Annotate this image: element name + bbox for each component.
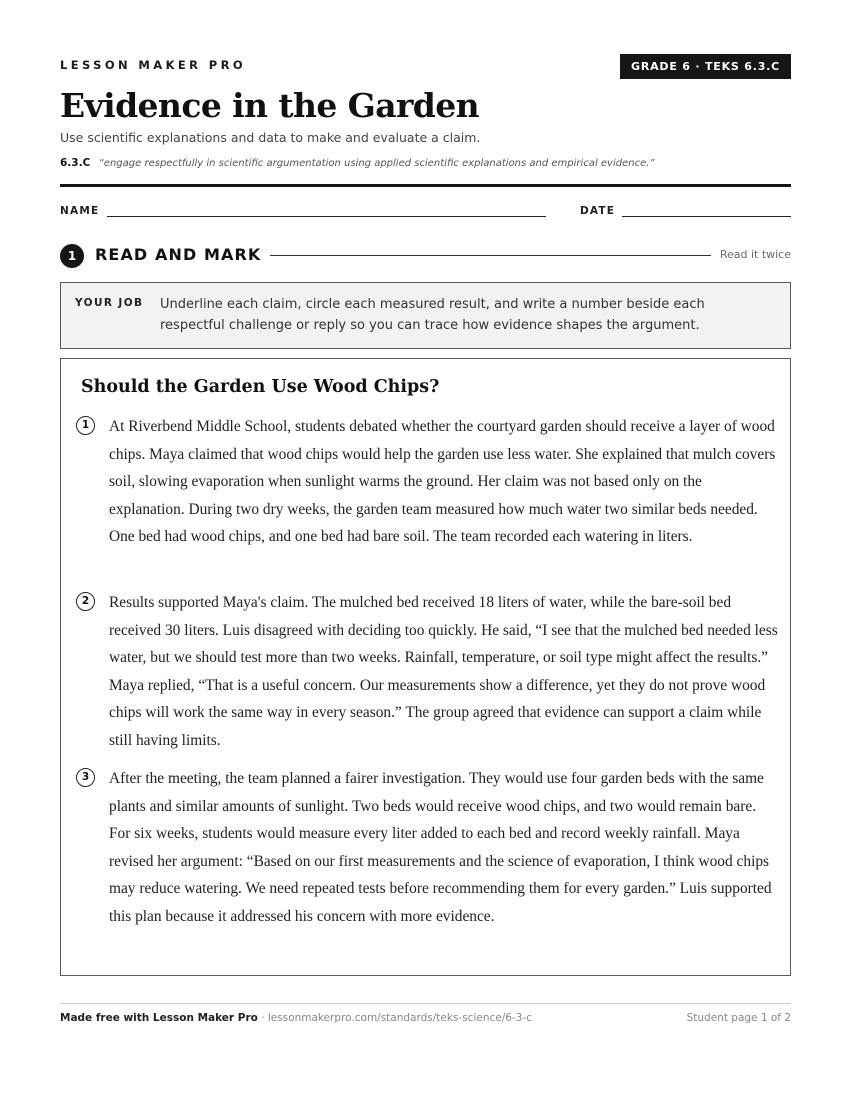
standard-code: 6.3.C [60, 157, 91, 169]
paragraph-2: Results supported Maya's claim. The mulched bed received 18 liters of water, while the bare-soil bed received 30 liters. Luis disagreed with deciding too quickly. He said, “I see that the mulched bed needed less water, but we should test more than two weeks. Rainfall, temperature, or soil type might affect the results.” Maya replied, “That is a useful concern. Our measurements show a difference, yet they do not prove wood chips will work the same way in every season.” The group agreed that evidence can support a claim while still having limits. [109, 594, 778, 749]
footer-credit [60, 1012, 532, 1024]
grade-badge: GRADE 6 · TEKS 6.3.C [620, 54, 791, 79]
footer-url[interactable]: lessonmakerpro.com/standards/teks-science/6-3-c [267, 1012, 532, 1024]
footer-separator: · [257, 1012, 268, 1024]
page-title: Evidence in the Garden [60, 86, 480, 125]
header-divider [60, 184, 791, 187]
paragraph-3: After the meeting, the team planned a fairer investigation. They would use four garden beds with the same plants and similar amounts of sunlight. Two beds would receive wood chips, and two would remain bare. For six weeks, students would measure every liter added to each bed and record weekly rainfall. Maya revised her argument: “Based on our first measurements and the science of evaporation, I think wood chips may reduce watering. We need repeated tests before recommending them for every garden.” Luis supported this plan because it addressed his concern with more evidence. [109, 770, 772, 925]
section-note: Read it twice [719, 248, 791, 261]
standard-line [60, 157, 655, 169]
section-divider [270, 255, 711, 256]
worksheet-page [60, 0, 791, 1100]
page-subtitle: Use scientific explanations and data to make and evaluate a claim. [60, 130, 481, 145]
footer-made-by: Made free with Lesson Maker Pro [60, 1012, 258, 1024]
paragraph-1: At Riverbend Middle School, students debated whether the courtyard garden should receive a layer of wood chips. Maya claimed that wood chips would help the garden use less water. She explained that mulch covers soil, slowing evaporation when sunlight warms the ground. Her claim was not based only on the explanation. During two dry weeks, the garden team measured how much water two similar beds needed. One bed had wood chips, and one bed had bare soil. The team recorded each watering in liters. [109, 418, 776, 545]
standard-text: “engage respectfully in scientific argumentation using applied scientific explanations and empirical evidence.” [98, 158, 655, 169]
name-field[interactable] [107, 216, 546, 217]
date-label: DATE [580, 205, 616, 217]
reading-title: Should the Garden Use Wood Chips? [81, 377, 440, 397]
brand-label: LESSON MAKER PRO [60, 58, 247, 72]
job-label: YOUR JOB [75, 297, 144, 309]
footer-page-number: Student page 1 of 2 [686, 1012, 791, 1024]
paragraph-number-2: 2 [76, 592, 95, 611]
name-label: NAME [60, 205, 100, 217]
section-title: READ AND MARK [95, 245, 262, 264]
section-number-badge: 1 [60, 244, 84, 268]
reading-passage-box [60, 358, 791, 976]
date-field[interactable] [622, 216, 791, 217]
footer-divider [60, 1003, 791, 1004]
job-text: Underline each claim, circle each measured result, and write a number beside each respectful challenge or reply so you can trace how evidence shapes the argument. [160, 297, 705, 333]
job-instructions-box [60, 282, 791, 349]
paragraph-number-1: 1 [76, 416, 95, 435]
paragraph-number-3: 3 [76, 768, 95, 787]
